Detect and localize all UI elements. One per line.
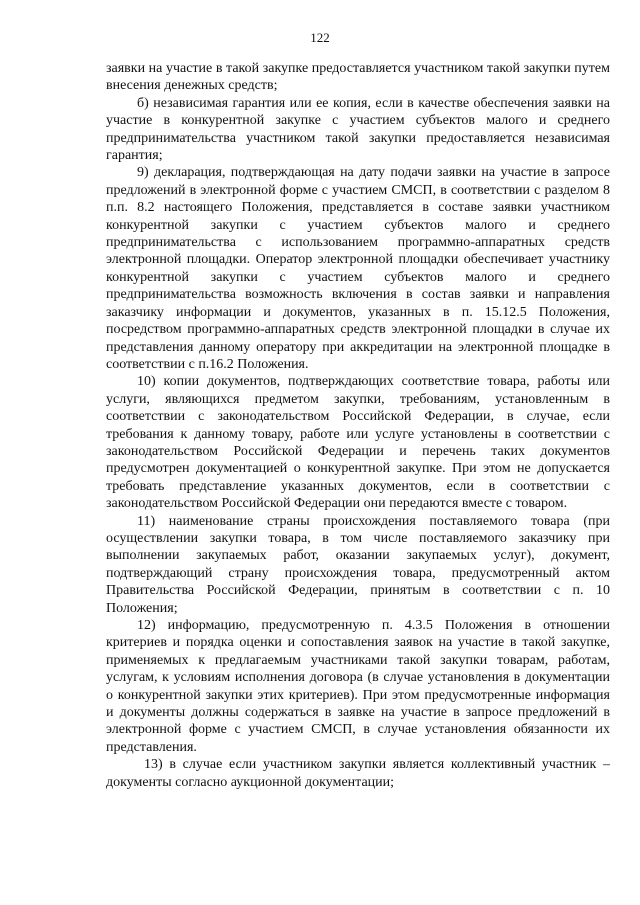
document-body xyxy=(106,60,610,791)
paragraph-item-13: 13) в случае если участником закупки является коллективный участник – документы согласно аукционной документации; xyxy=(106,757,610,790)
paragraph-continuation: заявки на участие в такой закупке предоставляется участником такой закупки путем внесения денежных средств; xyxy=(106,61,610,94)
paragraph-item-11: 11) наименование страны происхождения поставляемого товара (при осуществлении закупки товара, в том числе поставляемого заказчику при выполнении закупаемых работ, оказании закупаемых услуг), документ, подтверждающий страну происхождения товара, предусмотренный актом Правительства Российской Федерации, принятым в соответствии с п. 10 Положения; xyxy=(106,513,610,616)
paragraph-item-b: б) независимая гарантия или ее копия, если в качестве обеспечения заявки на участие в конкурентной закупке с участием субъектов малого и среднего предпринимательства участником такой закупки предоставляется независимая гарантия; xyxy=(106,95,610,164)
paragraph-item-12: 12) информацию, предусмотренную п. 4.3.5 Положения в отношении критериев и порядка оценки и сопоставления заявок на участие в такой закупке, применяемых к предлагаемым участниками такой закупки товарам, работам, услугам, к условиям исполнения договора (в случае установления в документации о конкурентной закупки этих критериев). При этом предусмотренные информация и документы должны содержаться в заявке на участие в запросе предложений в электронной форме с участием СМСП, в случае установления обязанности их представления. xyxy=(106,618,610,755)
paragraph-item-10: 10) копии документов, подтверждающих соответствие товара, работы или услуги, являющихся предметом закупки, требованиям, установленным в соответствии с законодательством Российской Федерации, в случае, если требования к данному товару, работе или услуге установлены в соответствии с законодательством Российской Федерации и перечень таких документов предусмотрен документацией о конкурентной закупке. При этом не допускается требовать представление указанных документов, если в соответствии с законодательством Российской Федерации они передаются вместе с товаром. xyxy=(106,374,610,512)
paragraph-item-9: 9) декларация, подтверждающая на дату подачи заявки на участие в запросе предложений в электронной форме с участием СМСП, в соответствии с разделом 8 п.п. 8.2 настоящего Положения, представляется в составе заявки участником конкурентной закупки с участием субъектов малого и среднего предпринимательства с использованием программно-аппаратных средств электронной площадки. Оператор электронной площадки обеспечивает участнику конкурентной закупки с участием субъектов малого и среднего предпринимательства возможность включения в состав заявки и направления заказчику информации и документов, указанных в п. 15.12.5 Положения, посредством программно-аппаратных средств электронной площадки в случае их представления данному оператору при аккредитации на электронной площадке в соответствии с п.16.2 Положения. xyxy=(106,165,610,372)
page-number: 122 xyxy=(310,30,330,45)
